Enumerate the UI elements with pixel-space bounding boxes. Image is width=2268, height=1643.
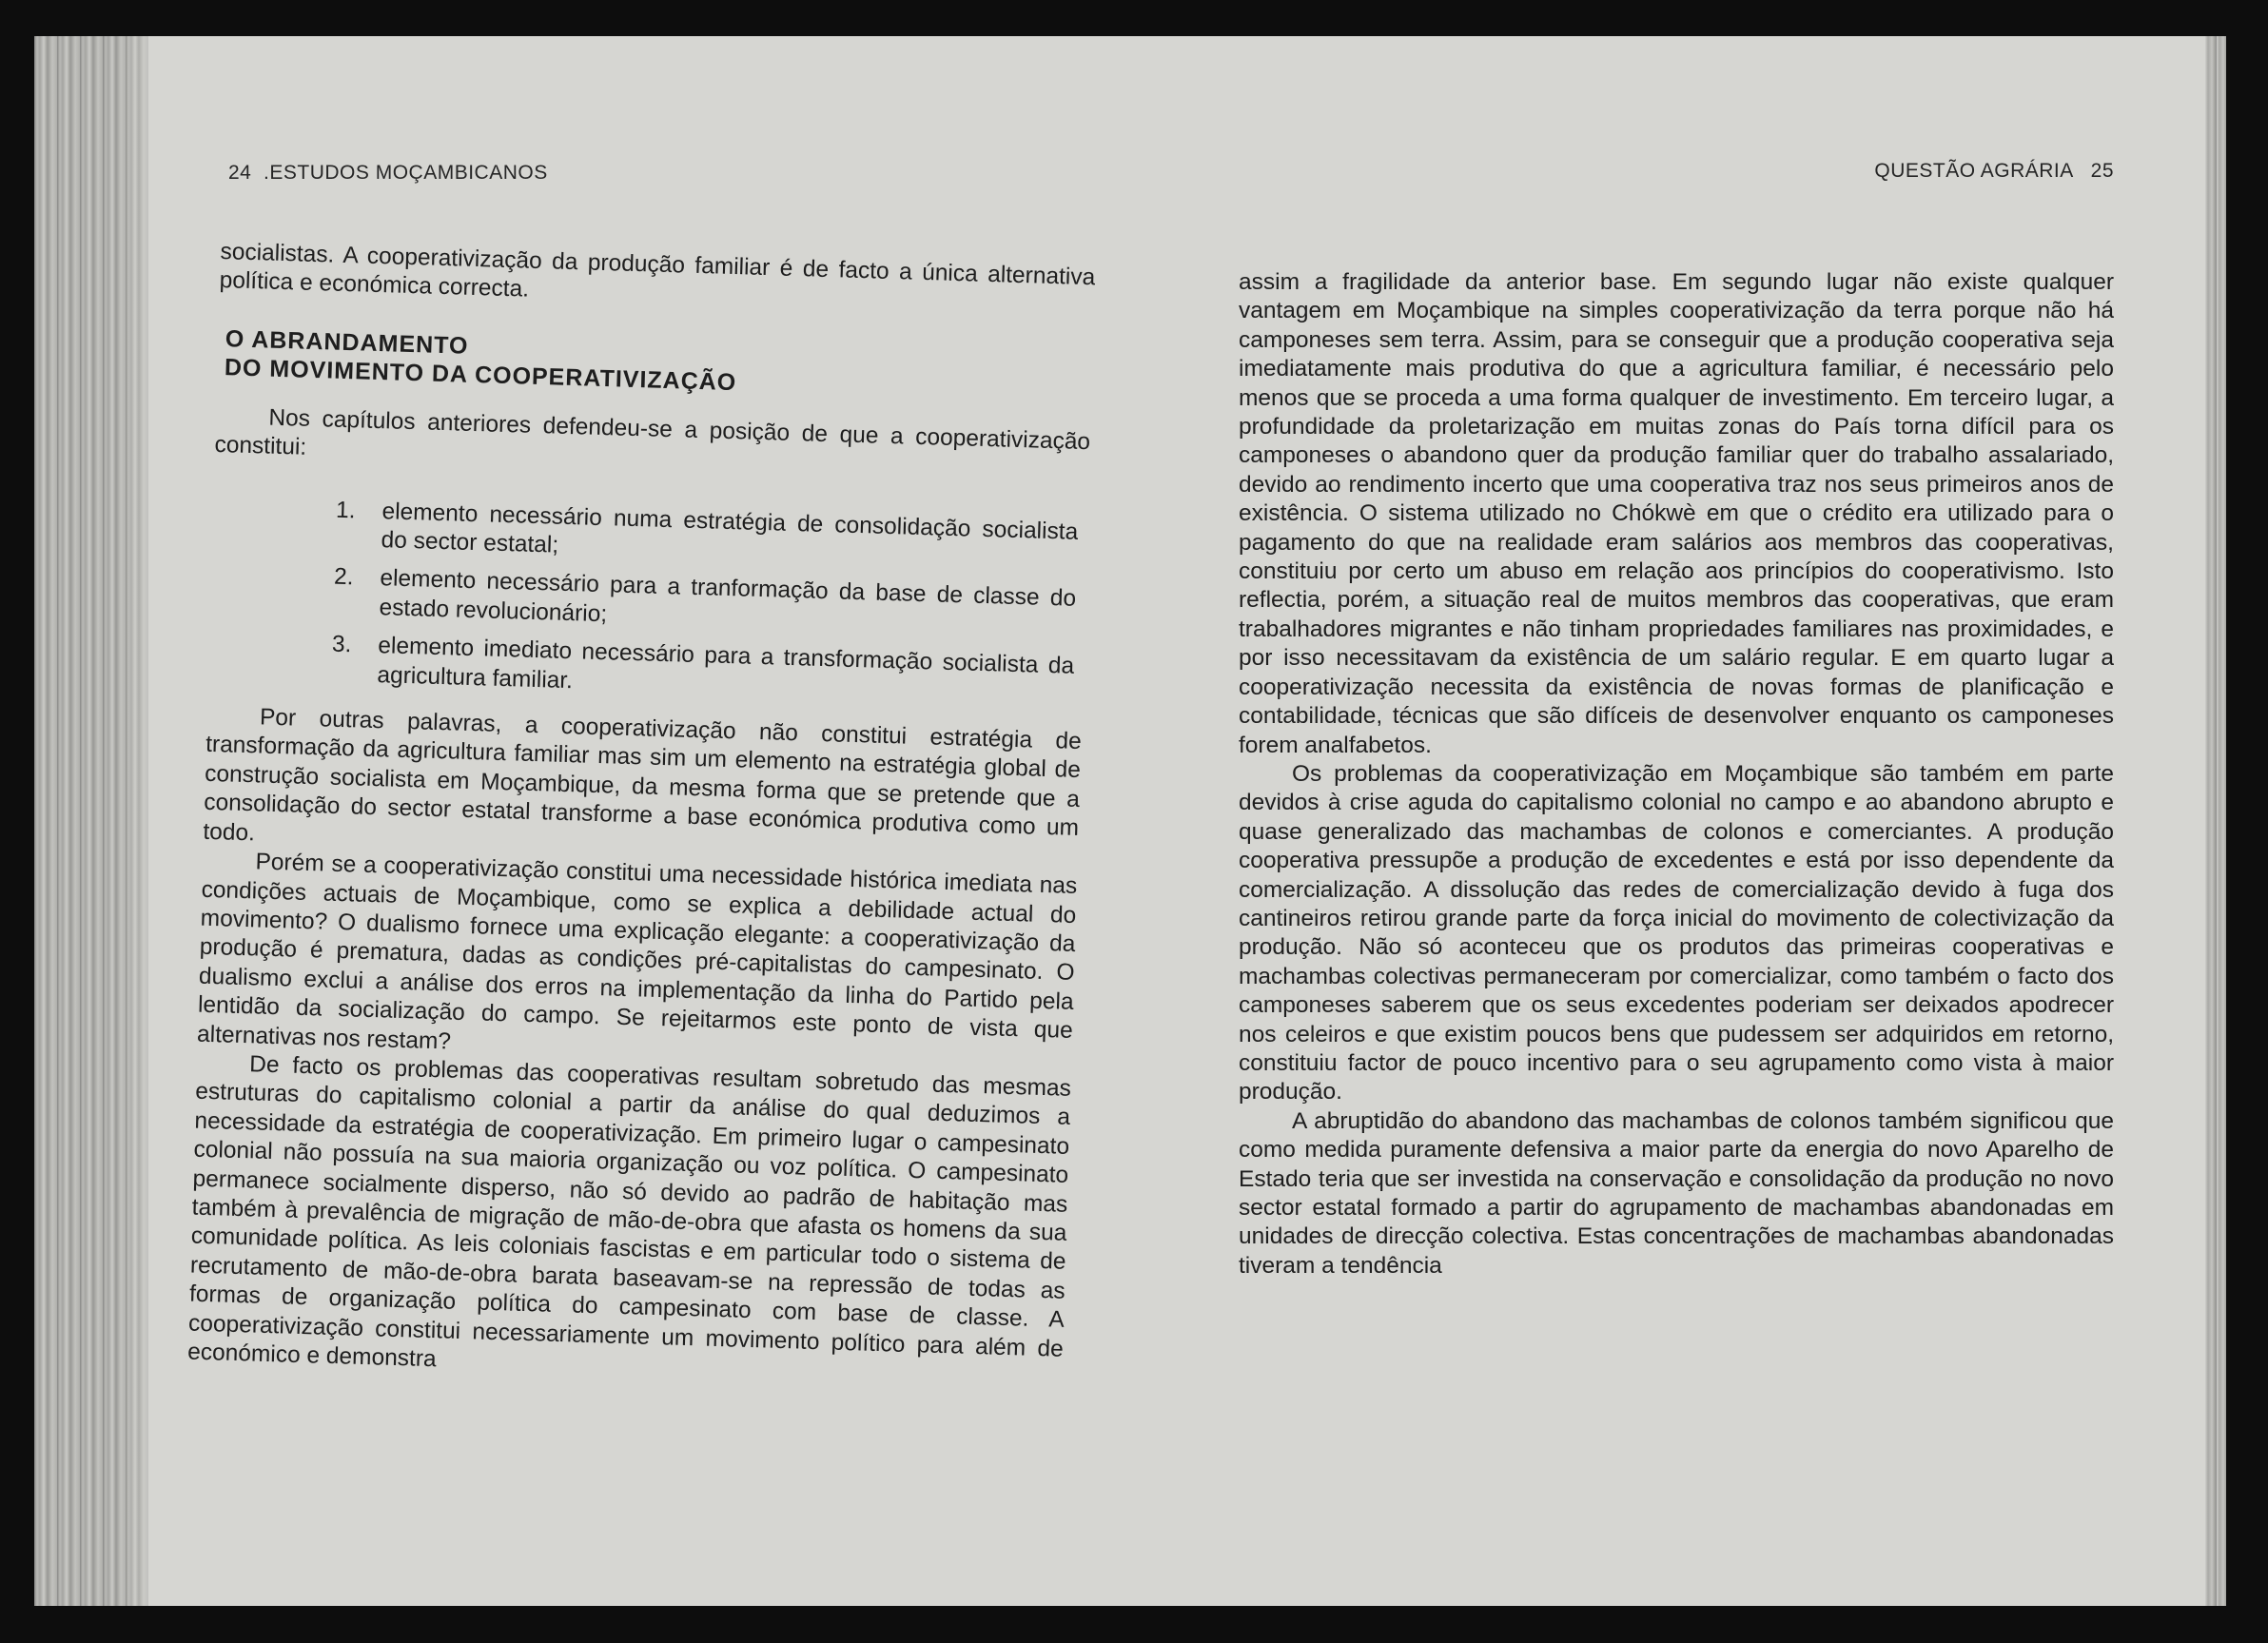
body-paragraph: De facto os problemas das cooperativas resultam sobretudo das mesmas estruturas do capitalismo colonial a partir da análise do qual deduzimos a necessidade da estratégia de cooperativização. Em primeiro lugar o campesinato colonial não possuía na sua maioria organização ou voz política. O campesinato permanece socialmente disperso, não só devido ao padrão de habitação mas também à prevalência de migração de mão-de-obra que afasta os homens da sua comunidade política. As leis coloniais fascistas e em particular todo o sistema de recrutamento de mão-de-obra barata baseavam-se na repressão de todas as formas de organização política do campesinato com base de classe. A cooperativização constitui necessariamente um movimento político para além de económico e demonstra <box>186 1051 1072 1373</box>
list-item-text: elemento necessário para a tranformação da base de classe do estado revolucionário; <box>379 565 1077 628</box>
body-paragraph: Por outras palavras, a cooperativização não constitui estratégia de transformação da agricultura familiar mas sim um elemento na estratégia global de construção socialista em Moçambique, da mesma forma que se pretende que a consolidação do sector estatal transforme a base económica produtiva como um todo. <box>203 704 1083 847</box>
opening-paragraph: socialistas. A cooperativização da produção familiar é de facto a única alternativa política e económica correcta. <box>219 238 1096 303</box>
body-paragraph: Porém se a cooperativização constitui uma necessidade histórica imediata nas condições actuais de Moçambique, como se explica a debilidade actual do movimento? O dualismo fornece uma explicação elegante: a cooperativização da produção é prematura, dadas as condições pré-capitalistas do campesinato. O dualismo exclui a análise dos erros na implementação da linha do Partido pela lentidão da socialização do campo. Se rejeitarmos este ponto de vista que alternativas nos restam? <box>196 849 1078 1055</box>
left-page-body <box>187 238 1096 1393</box>
right-running-head <box>1239 160 2114 183</box>
right-page-number: 25 <box>2090 160 2114 182</box>
left-running-head-title: ESTUDOS MOÇAMBICANOS <box>269 162 548 184</box>
list-item-number: 2. <box>333 564 354 591</box>
binding-fade <box>120 36 177 1606</box>
left-running-head: 24 .ESTUDOS MOÇAMBICANOS <box>228 162 548 184</box>
right-page-body <box>1239 268 2114 1281</box>
list-item-text: elemento imediato necessário para a transformação socialista da agricultura familiar. <box>377 633 1075 694</box>
list-item-number: 1. <box>335 497 356 523</box>
numbered-list <box>207 493 1088 712</box>
body-paragraph: assim a fragilidade da anterior base. Em segundo lugar não existe qualquer vantagem em Moçambique na simples cooperativização da terra porque não há camponeses sem terra. Assim, para se conseguir que a produção cooperativa seja imediatamente mais produtiva do que a agricultura familiar, é necessário pelo menos que se proceda a uma forma qualquer de investimento. Em terceiro lugar, a profundidade da proletarização em muitas zonas do País torna difícil para os camponeses o abandono quer da produção familiar quer do trabalho assalariado, devido ao rendimento incerto que uma cooperativa traz nos seus primeiros anos de existência. O sistema utilizado no Chókwè em que o crédito era utilizado para o pagamento do que na realidade eram salários aos membros das cooperativas, constituiu por certo um abuso em relação aos princípios do cooperativismo. Isto reflectia, porém, a situação real de muitos membros das cooperativas, que eram trabalhadores migrantes e não tinham propriedades familiares nas proximidades, e por isso necessitavam da existência de um salário regular. E em quarto lugar a cooperativização necessita da existência de novas formas de planificação e contabilidade, técnicas que são difíceis de desenvolver enquanto os camponeses forem analfabetos. <box>1239 269 2114 758</box>
section-heading <box>225 324 1093 407</box>
list-item-number: 3. <box>331 631 352 658</box>
section-heading-line-2: DO MOVIMENTO DA COOPERATIVIZAÇÃO <box>224 353 737 396</box>
right-running-head-title: QUESTÃO AGRÁRIA <box>1874 160 2073 182</box>
list-item-text: elemento necessário numa estratégia de consolidação socialista do sector estatal; <box>381 498 1079 558</box>
left-page-number: 24 <box>228 162 252 184</box>
right-page <box>1239 160 2114 1568</box>
intro-paragraph: Nos capítulos anteriores defendeu-se a posição de que a cooperativização constitui: <box>214 404 1091 460</box>
scanned-book-spread <box>34 36 2226 1606</box>
page-edge-shadow <box>2205 36 2226 1606</box>
body-paragraph: Os problemas da cooperativização em Moçambique são também em parte devidos à crise aguda do capitalismo colonial no campo e ao abandono abrupto e quase generalizado das machambas de colonos e comerciantes. A produção cooperativa pressupõe a produção de excedentes e está por isso dependente da comercialização. A dissolução das redes de comercialização devido à fuga dos cantineiros retirou grande parte da força inicial do movimento de colectivização da produção. Não só aconteceu que os produtos das primeiras cooperativas e machambas colectivas permaneceram por comercializar, como também o facto dos camponeses saberem que os seus excedentes poderiam ser deixados apodrecer nos celeiros e que existim poucos bens que pudessem ser adquiridos em retorno, constituiu factor de pouco incentivo para o seu agrupamento como vista à maior produção. <box>1239 760 2114 1105</box>
left-page <box>186 122 1096 1568</box>
section-heading-line-1: O ABRANDAMENTO <box>225 325 469 360</box>
body-paragraph: A abruptidão do abandono das machambas de colonos também significou que como medida puramente defensiva a maior parte da energia do novo Aparelho de Estado teria que ser investida na conservação e consolidação da produção no novo sector estatal formado a partir do agrupamento de machambas abandonadas em unidades de direcção colectiva. Estas concentrações de machambas abandonadas tiveram a tendência <box>1239 1107 2114 1279</box>
